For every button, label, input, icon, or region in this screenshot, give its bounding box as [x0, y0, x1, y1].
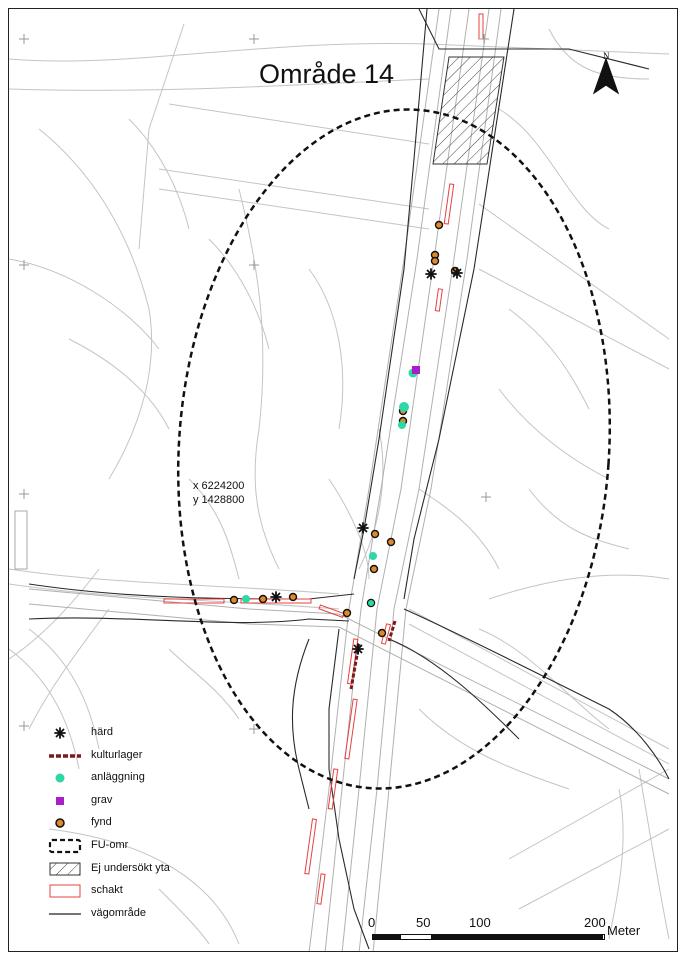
- legend-item-kulturlager: [47, 746, 237, 769]
- legend-label: schakt: [91, 884, 123, 897]
- legend-item-vagomrade: [47, 904, 237, 927]
- north-arrow-icon: [594, 59, 618, 93]
- unexplored-area: [433, 57, 504, 164]
- fynd-points: [231, 222, 459, 637]
- fynd-circle-icon: [47, 815, 83, 831]
- fu-omr-dashed-icon: [47, 838, 83, 854]
- scale-tick-50: 50: [416, 915, 431, 930]
- legend-item-fu-omr: [47, 836, 237, 859]
- scale-tick-100: 100: [469, 915, 491, 930]
- schakt-rect-icon: [47, 883, 83, 899]
- north-label: N: [603, 51, 610, 61]
- scale-tick-200: 200: [584, 915, 606, 930]
- legend-label: kulturlager: [91, 748, 143, 761]
- legend-label: Ej undersökt yta: [91, 861, 170, 874]
- kulturlager-line-icon: [47, 748, 83, 764]
- anlaggning-dot-icon: [47, 770, 83, 786]
- legend-label: anläggning: [91, 771, 145, 784]
- legend-label: fynd: [91, 816, 112, 829]
- coordinate-x: x 6224200: [193, 480, 245, 492]
- grav-point: [412, 366, 420, 374]
- hatched-area-icon: [47, 861, 83, 877]
- map-title: Område 14: [259, 59, 395, 89]
- legend-item-schakt: [47, 881, 237, 904]
- legend: [47, 723, 237, 926]
- legend-item-hard: [47, 723, 237, 746]
- road-line-icon: [47, 906, 83, 922]
- grid-crosses: [19, 34, 491, 734]
- legend-item-fynd: [47, 813, 237, 836]
- anlaggning-points: [242, 369, 418, 607]
- legend-label: grav: [91, 793, 113, 806]
- scale-bar: [372, 934, 605, 940]
- legend-item-grav: [47, 791, 237, 814]
- map-marker-box: [15, 511, 27, 569]
- legend-item-anlaggning: [47, 768, 237, 791]
- map-frame: [8, 8, 678, 952]
- scale-unit: Meter: [607, 923, 641, 938]
- legend-label: FU-omr: [91, 838, 129, 851]
- legend-label: vägområde: [91, 906, 147, 919]
- scale-tick-0: 0: [368, 915, 376, 930]
- grav-square-icon: [47, 793, 83, 809]
- fu-omr-boundary: [156, 95, 632, 803]
- legend-label: härd: [91, 726, 114, 738]
- hard-star-icon: [47, 725, 83, 741]
- coordinate-y: y 1428800: [193, 494, 245, 506]
- legend-item-ej-undersokt: [47, 859, 237, 882]
